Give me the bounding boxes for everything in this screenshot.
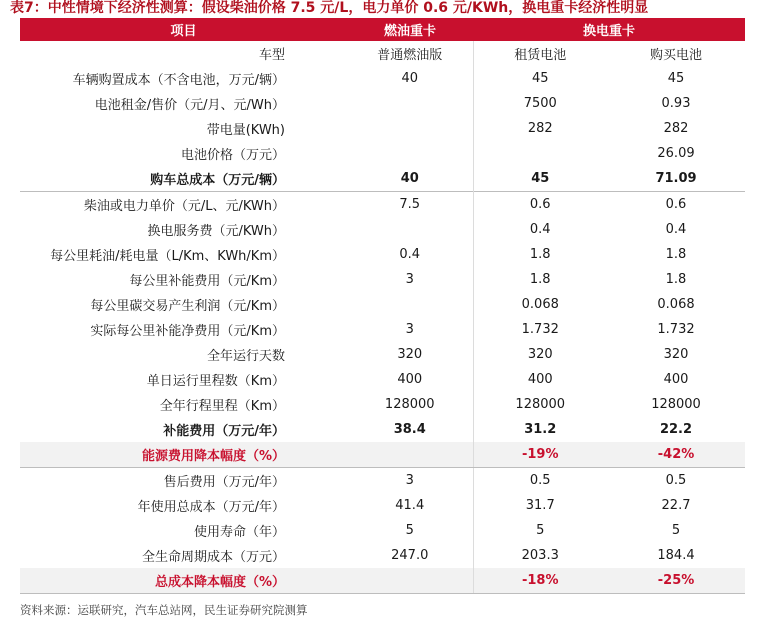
buy-battery-value: 320 <box>663 347 689 362</box>
buy-battery-value: 128000 <box>651 397 701 412</box>
lease-battery-value: 7500 <box>523 96 557 111</box>
table-row <box>20 217 745 242</box>
row-label: 年使用总成本（万元/年） <box>137 500 285 515</box>
table-row <box>20 442 745 468</box>
diesel-value <box>347 292 473 317</box>
row-label: 每公里补能费用（元/Km） <box>129 274 285 289</box>
diesel-value <box>347 442 473 468</box>
table-row <box>20 367 745 392</box>
diesel-value: 3 <box>347 317 473 342</box>
buy-battery-value: 22.7 <box>661 498 691 513</box>
diesel-value: 400 <box>347 367 473 392</box>
row-label: 售后费用（万元/年） <box>20 468 347 494</box>
diesel-value: 247.0 <box>347 543 473 568</box>
buy-battery-value: 400 <box>663 372 689 387</box>
table-row <box>20 342 745 367</box>
lease-battery-value <box>473 141 607 166</box>
table-row <box>20 392 745 417</box>
row-label: 能源费用降本幅度（%） <box>20 442 347 468</box>
row-label: 每公里耗油/耗电量（L/Km、KWh/Km） <box>50 249 285 264</box>
table-row <box>20 141 745 166</box>
row-label: 换电服务费（元/KWh） <box>147 224 285 239</box>
table-row <box>20 91 745 116</box>
diesel-value: 128000 <box>347 392 473 417</box>
diesel-value <box>347 116 473 141</box>
lease-battery-value: 0.4 <box>529 222 551 237</box>
lease-battery-value: 租赁电池 <box>514 48 567 63</box>
table-row <box>20 41 745 66</box>
lease-battery-value: 45 <box>531 71 549 86</box>
table-row <box>20 568 745 594</box>
buy-battery-value: -25% <box>607 568 745 594</box>
row-label: 每公里碳交易产生利润（元/Km） <box>90 299 285 314</box>
diesel-value: 320 <box>347 342 473 367</box>
table-row <box>20 493 745 518</box>
buy-battery-value: 5 <box>671 523 681 538</box>
diesel-value <box>347 91 473 116</box>
row-label: 电池租金/售价（元/月、元/Wh） <box>94 98 285 113</box>
table-row <box>20 192 745 218</box>
lease-battery-value: 320 <box>527 347 553 362</box>
buy-battery-value: 0.4 <box>665 222 687 237</box>
row-label: 电池价格（万元） <box>180 148 285 163</box>
table-row <box>20 468 745 494</box>
buy-battery-value: 282 <box>663 121 689 136</box>
diesel-value: 40 <box>347 166 473 192</box>
row-label: 车辆购置成本（不含电池，万元/辆） <box>72 73 285 88</box>
lease-battery-value: 400 <box>527 372 553 387</box>
table-row <box>20 317 745 342</box>
diesel-value: 普通燃油版 <box>347 41 473 66</box>
lease-battery-value: 1.8 <box>529 272 551 287</box>
diesel-value: 40 <box>347 66 473 91</box>
diesel-value: 5 <box>347 518 473 543</box>
diesel-value: 41.4 <box>347 493 473 518</box>
table-body <box>20 41 745 594</box>
buy-battery-value: 184.4 <box>657 548 695 563</box>
table-row <box>20 116 745 141</box>
lease-battery-value: 128000 <box>515 397 566 412</box>
row-label: 补能费用（万元/年） <box>163 424 285 439</box>
buy-battery-value: 45 <box>667 71 685 86</box>
row-label: 带电量(KWh) <box>206 123 285 138</box>
diesel-value: 38.4 <box>347 417 473 442</box>
row-label: 全年行程里程（Km） <box>159 399 285 414</box>
header-item: 项目 <box>20 18 347 41</box>
lease-battery-value: 282 <box>527 121 553 136</box>
diesel-value <box>347 141 473 166</box>
lease-battery-value: 45 <box>531 171 550 186</box>
lease-battery-value: 31.2 <box>524 422 557 437</box>
row-label: 使用寿命（年） <box>193 525 285 540</box>
row-label: 单日运行里程数（Km） <box>146 374 285 389</box>
table-row <box>20 543 745 568</box>
buy-battery-value: 购买电池 <box>650 48 703 63</box>
lease-battery-value: 31.7 <box>525 498 555 513</box>
source-note: 资料来源：运联研究，汽车总站网，民生证券研究院测算 <box>20 603 308 617</box>
row-label: 全年运行天数 <box>206 349 285 364</box>
buy-battery-value: 71.09 <box>655 171 697 186</box>
table-title: 表7：中性情境下经济性测算：假设柴油价格 7.5 元/L，电力单价 0.6 元/KWh，换电重卡经济性明显 <box>10 0 649 16</box>
buy-battery-value: 26.09 <box>657 146 695 161</box>
diesel-value: 0.4 <box>347 242 473 267</box>
table-row <box>20 267 745 292</box>
buy-battery-value: 22.2 <box>659 422 693 437</box>
header-swap-truck: 换电重卡 <box>473 18 745 41</box>
diesel-value: 3 <box>347 468 473 494</box>
buy-battery-value: 0.068 <box>657 297 695 312</box>
lease-battery-value: 0.6 <box>473 192 607 218</box>
buy-battery-value: -42% <box>607 442 745 468</box>
row-label: 柴油或电力单价（元/L、元/KWh） <box>20 192 347 218</box>
header-row <box>20 18 745 41</box>
row-label: 实际每公里补能净费用（元/Km） <box>90 324 285 339</box>
header-diesel-truck: 燃油重卡 <box>347 18 473 41</box>
buy-battery-value: 1.732 <box>657 322 695 337</box>
table-row <box>20 66 745 91</box>
buy-battery-value: 1.8 <box>665 272 687 287</box>
table-row <box>20 518 745 543</box>
lease-battery-value: 1.8 <box>529 247 551 262</box>
diesel-value <box>347 217 473 242</box>
lease-battery-value: 1.732 <box>521 322 559 337</box>
diesel-value: 3 <box>347 267 473 292</box>
row-label: 购车总成本（万元/辆） <box>150 173 285 188</box>
row-label: 全生命周期成本（万元） <box>141 550 285 565</box>
buy-battery-value: 0.6 <box>607 192 745 218</box>
table-row <box>20 166 745 192</box>
buy-battery-value: 0.5 <box>607 468 745 494</box>
lease-battery-value: -18% <box>473 568 607 594</box>
lease-battery-value: -19% <box>473 442 607 468</box>
row-label: 总成本降本幅度（%） <box>20 568 347 594</box>
buy-battery-value: 1.8 <box>665 247 687 262</box>
table-row <box>20 242 745 267</box>
lease-battery-value: 0.5 <box>473 468 607 494</box>
economics-table <box>20 18 745 594</box>
diesel-value <box>347 568 473 594</box>
lease-battery-value: 5 <box>536 523 545 538</box>
row-label: 车型 <box>258 48 285 63</box>
table-row <box>20 292 745 317</box>
buy-battery-value: 0.93 <box>661 96 691 111</box>
diesel-value: 7.5 <box>347 192 473 218</box>
lease-battery-value: 0.068 <box>521 297 559 312</box>
table-row <box>20 417 745 442</box>
lease-battery-value: 203.3 <box>521 548 559 563</box>
